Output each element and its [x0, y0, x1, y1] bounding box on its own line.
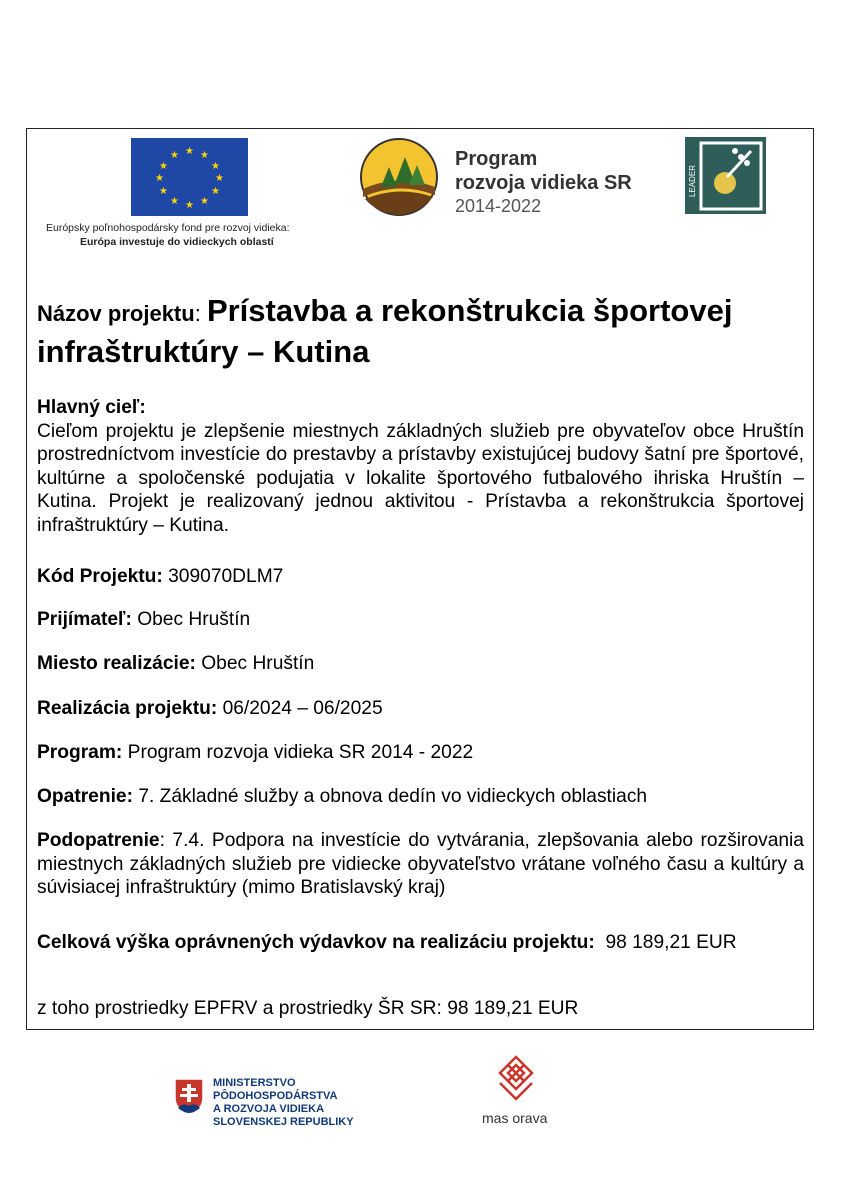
mas-orava-emblem-icon [498, 1055, 534, 1101]
ministry-line2: PÔDOHOSPODÁRSTVA [213, 1090, 338, 1102]
leader-emblem-icon [685, 137, 766, 214]
eu-flag-logo [131, 138, 248, 216]
prv-title-line3: 2014-2022 [455, 196, 542, 216]
slovak-coat-of-arms-icon [174, 1078, 204, 1114]
project-title: Názov projektu: Prístavba a rekonštrukcia športovej infraštruktúry – Kutina [37, 293, 733, 369]
goal-text: Cieľom projektu je zlepšenie miestnych základných služieb pre obyvateľov obce Hruštín prostredníctvom investície do prestavby a prístavby existujúcej budovy šatní pre športové, kultúrne a spoločenské podujatia v lokalite športového futbalového ihriska Hruštín – Kutina. Projekt je realizovaný jednou aktivitou - Prístavba a rekonštrukcia športovej infraštruktúry – Kutina. [37, 420, 804, 536]
eu-stars-icon [131, 138, 248, 216]
svg-text:★: ★ [159, 186, 168, 197]
code-row [37, 565, 804, 589]
svg-text:★: ★ [211, 161, 220, 172]
eu-caption-line2: Európa investuje do vidieckych oblastí [80, 236, 274, 248]
code-label: Kód Projektu: [37, 566, 163, 587]
project-title-text: Prístavba a rekonštrukcia športovej infraštruktúry – Kutina [37, 293, 733, 369]
goal-label: Hlavný cieľ: [37, 397, 146, 418]
recipient-row [37, 608, 804, 632]
measure-label: Opatrenie: [37, 786, 133, 807]
total-value: 98 189,21 EUR [605, 932, 737, 953]
leader-label: LEADER [688, 164, 697, 197]
svg-text:★: ★ [185, 200, 194, 211]
leader-logo [685, 137, 766, 214]
total-row [37, 931, 804, 955]
place-value: Obec Hruštín [201, 653, 315, 674]
svg-text:★: ★ [215, 173, 224, 184]
total-label: Celková výška oprávnených výdavkov na realizáciu projektu: [37, 932, 595, 953]
ministry-name [213, 1077, 354, 1129]
eu-caption-line1: Európsky poľnohospodársky fond pre rozvoj vidieka: [46, 222, 290, 234]
svg-text:★: ★ [211, 186, 220, 197]
funding-row: z toho prostriedky EPFRV a prostriedky ŠR SR: 98 189,21 EUR [37, 998, 579, 1019]
project-title-label: Názov projektu [37, 301, 195, 326]
submeasure-value: 7.4. Podpora na investície do vytvárania, zlepšovania alebo rozširovania miestnych základných služieb pre vidiecke obyvateľstvo vrátane voľného času a kultúry a súvisiacej infraštruktúry (mimo Bratislavský kraj) [37, 830, 804, 898]
realization-row [37, 697, 804, 721]
svg-text:★: ★ [185, 146, 194, 157]
svg-text:★: ★ [170, 196, 179, 207]
ministry-line1: MINISTERSTVO [213, 1077, 296, 1089]
mas-orava-label: mas orava [482, 1110, 548, 1126]
place-row [37, 652, 804, 676]
recipient-value: Obec Hruštín [137, 609, 251, 630]
submeasure-label: Podopatrenie [37, 830, 160, 851]
ministry-line3: A ROZVOJA VIDIEKA [213, 1103, 325, 1115]
svg-text:★: ★ [200, 150, 209, 161]
svg-text:★: ★ [170, 150, 179, 161]
realization-value: 06/2024 – 06/2025 [222, 698, 383, 719]
realization-label: Realizácia projektu: [37, 698, 218, 719]
prv-title-line2: rozvoja vidieka SR [455, 172, 632, 194]
prv-title-line1: Program [455, 148, 538, 170]
goal-section [37, 396, 804, 537]
svg-text:★: ★ [200, 196, 209, 207]
program-value: Program rozvoja vidieka SR 2014 - 2022 [127, 742, 474, 763]
measure-row [37, 785, 804, 809]
svg-text:★: ★ [155, 173, 164, 184]
ministry-line4: SLOVENSKEJ REPUBLIKY [213, 1116, 354, 1128]
place-label: Miesto realizácie: [37, 653, 196, 674]
program-label: Program: [37, 742, 123, 763]
code-value: 309070DLM7 [168, 566, 284, 587]
recipient-label: Prijímateľ: [37, 609, 132, 630]
program-row [37, 741, 804, 765]
submeasure-row: Podopatrenie: 7.4. Podpora na investície do vytvárania, zlepšovania alebo rozširovania miestnych základných služieb pre vidiecke obyvateľstvo vrátane voľného času a kultúry a súvisiacej infraštruktúry (mimo Bratislavský kraj) [37, 830, 804, 898]
measure-value: 7. Základné služby a obnova dedín vo vidieckych oblastiach [138, 786, 648, 807]
svg-text:★: ★ [159, 161, 168, 172]
prv-emblem-icon [359, 137, 439, 217]
